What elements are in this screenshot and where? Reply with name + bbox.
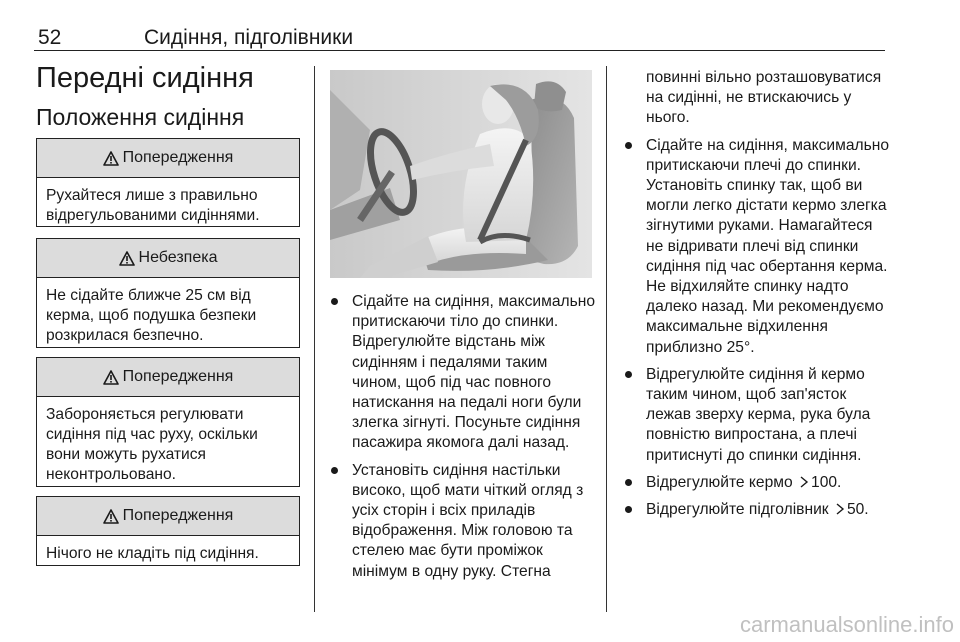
section-title: Передні сидіння: [36, 62, 254, 94]
warning-box-title: Попередження: [122, 507, 234, 524]
warning-triangle-icon: [103, 509, 119, 524]
warning-box-header: [37, 358, 299, 397]
page-reference[interactable]: 50.: [846, 501, 869, 519]
column-divider-left: [314, 66, 315, 612]
warning-box-1: [36, 138, 300, 227]
warning-box-text: Рухайтеся лише з правильно відрегульованими сидіннями.: [46, 187, 260, 224]
warning-box-header: [37, 497, 299, 536]
warning-box-header: [37, 139, 299, 178]
warning-box-2: [36, 357, 300, 487]
warning-box-3: [36, 496, 300, 566]
danger-box: [36, 238, 300, 348]
warning-box-text: Забороняється регулювати сидіння під час руху, оскільки вони можуть рухатися неконтрольовано.: [46, 406, 258, 483]
warning-triangle-icon: [119, 251, 135, 266]
seated-driver-illustration: [330, 70, 592, 278]
list-item: Відрегулюйте сидіння й кермо таким чином, щоб зап'ясток лежав зверху керма, рука була повністю випростана, а плечі притиснуті до спинки сидіння.: [624, 365, 892, 466]
continuation-text: повинні вільно розташовуватися на сидінні, не втискаючись у нього.: [646, 69, 882, 127]
list-item: Відрегулюйте кермо 100.: [624, 473, 892, 493]
page-reference[interactable]: 100.: [811, 473, 842, 491]
column-divider-right: [606, 66, 607, 612]
page-number: 52: [38, 26, 62, 49]
page-header: [34, 8, 885, 51]
list-item: Відрегулюйте підголівник 50.: [624, 500, 892, 520]
warning-box-title: Попередження: [122, 368, 234, 385]
page-reference-arrow-icon: [835, 503, 845, 515]
warning-box-text: Нічого не кладіть під сидіння.: [46, 545, 259, 562]
running-title: Сидіння, підголівники: [144, 26, 354, 49]
middle-column: [330, 292, 598, 589]
danger-box-header: [37, 239, 299, 278]
list-item: Сідайте на сидіння, максимально притискаючи тіло до спинки. Відрегулюйте відстань між сидінням і педалями таким чином, щоб під час повного натискання на педалі ноги були злегка зігнуті. Посуньте сидіння пасажира якомога далі назад.: [330, 292, 598, 454]
warning-triangle-icon: [103, 151, 119, 166]
bullet-icon: [625, 506, 632, 513]
warning-triangle-icon: [103, 370, 119, 385]
right-column: [624, 68, 892, 527]
list-item: Установіть сидіння настільки високо, щоб мати чіткий огляд з усіх сторін і всіх приладів відображення. Між головою та стелею має бути проміжок мінімум в одну руку. Стегна: [330, 461, 598, 582]
bullet-icon: [625, 142, 632, 149]
bullet-icon: [331, 467, 338, 474]
watermark: carmanualsonline.info: [739, 612, 954, 637]
subsection-title: Положення сидіння: [36, 104, 245, 130]
page-reference-arrow-icon: [799, 476, 809, 488]
bullet-icon: [625, 371, 632, 378]
warning-box-title: Попередження: [122, 149, 234, 166]
bullet-icon: [625, 479, 632, 486]
danger-box-text: Не сідайте ближче 25 см від керма, щоб подушка безпеки розкрилася безпечно.: [46, 287, 257, 344]
list-item: Сідайте на сидіння, максимально притискаючи плечі до спинки. Установіть спинку так, щоб ви могли легко дістати кермо злегка зігнутими руками. Намагайтеся не відривати плечі від спинки сидіння під час обертання керма. Не відхиляйте спинку надто далеко назад. Ми рекомендуємо максимальне відхилення приблизно 25°.: [624, 136, 892, 358]
bullet-icon: [331, 298, 338, 305]
danger-box-title: Небезпека: [138, 249, 218, 266]
